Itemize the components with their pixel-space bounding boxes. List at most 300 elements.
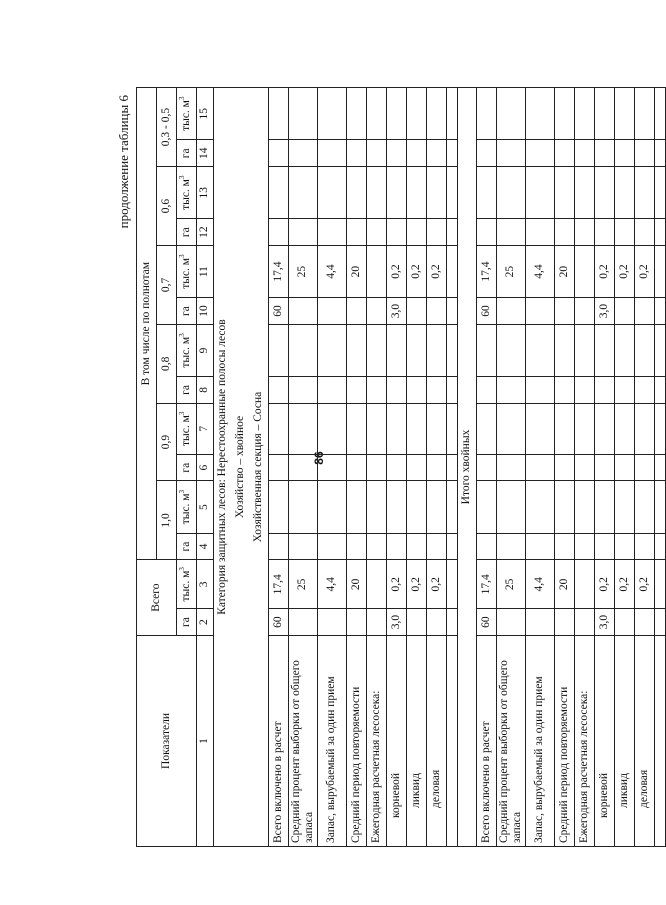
value-cell-col-3: 4,4 <box>318 560 347 609</box>
value-cell-col-10 <box>575 298 595 325</box>
value-cell-col-9 <box>497 324 526 376</box>
value-cell-col-14 <box>497 140 526 167</box>
value-cell-col-6 <box>367 454 387 481</box>
value-cell-col-13 <box>387 167 407 219</box>
value-cell-col-14 <box>289 140 318 167</box>
value-cell-col-4 <box>497 533 526 560</box>
value-cell-col-15 <box>575 88 595 140</box>
value-cell-col-15 <box>367 88 387 140</box>
value-cell-col-10 <box>347 298 367 325</box>
value-cell-col-4 <box>347 533 367 560</box>
value-cell-col-13 <box>427 167 447 219</box>
section-title: Хозяйственная секция – Сосна <box>250 88 269 847</box>
unit-volume-text: тыс. м <box>179 415 192 446</box>
value-cell-col-8 <box>526 377 555 404</box>
value-cell-col-7 <box>497 403 526 454</box>
value-cell-col-4 <box>575 533 595 560</box>
value-cell-col-12 <box>595 219 615 246</box>
value-cell-col-5 <box>635 481 655 533</box>
section-title-row <box>250 88 269 847</box>
value-cell-col-8 <box>347 377 367 404</box>
value-cell-col-9 <box>269 324 289 376</box>
value-cell-col-15 <box>387 88 407 140</box>
spacer-cell <box>655 560 666 609</box>
value-cell-col-9 <box>407 324 427 376</box>
unit-volume-text: тыс. м <box>179 493 192 525</box>
table-row <box>526 88 555 847</box>
unit-volume <box>177 167 197 219</box>
rotated-page <box>110 87 650 847</box>
value-cell-col-8 <box>615 377 635 404</box>
spacer-cell <box>655 403 666 454</box>
value-cell-col-13 <box>289 167 318 219</box>
value-cell-col-5 <box>289 481 318 533</box>
value-cell-col-5 <box>347 481 367 533</box>
row-label: ликвид <box>615 635 635 846</box>
value-cell-col-12 <box>427 219 447 246</box>
value-cell-col-12 <box>497 219 526 246</box>
value-cell-col-6 <box>575 454 595 481</box>
spacer-cell <box>655 377 666 404</box>
unit-volume-text: тыс. м <box>179 257 192 289</box>
value-cell-col-12 <box>269 219 289 246</box>
value-cell-col-8 <box>497 377 526 404</box>
value-cell-col-6 <box>555 454 575 481</box>
unit-ha: га <box>177 533 197 560</box>
value-cell-col-10: 3,0 <box>595 298 615 325</box>
value-cell-col-13 <box>497 167 526 219</box>
section-title: Хозяйство – хвойное <box>232 88 250 847</box>
value-cell-col-2: 60 <box>477 609 497 636</box>
spacer-cell <box>447 298 458 325</box>
value-cell-col-10 <box>635 298 655 325</box>
spacer-cell <box>447 481 458 533</box>
value-cell-col-13 <box>269 167 289 219</box>
value-cell-col-2 <box>367 609 387 636</box>
value-cell-col-12 <box>635 219 655 246</box>
value-cell-col-3: 17,4 <box>477 560 497 609</box>
value-cell-col-14 <box>595 140 615 167</box>
column-number: 15 <box>197 88 214 140</box>
value-cell-col-6 <box>595 454 615 481</box>
spacer-cell <box>447 403 458 454</box>
table-row <box>289 88 318 847</box>
value-cell-col-9 <box>367 324 387 376</box>
spacer-cell <box>447 219 458 246</box>
value-cell-col-13 <box>347 167 367 219</box>
value-cell-col-8 <box>595 377 615 404</box>
value-cell-col-3: 25 <box>289 560 318 609</box>
value-cell-col-7 <box>269 403 289 454</box>
value-cell-col-7 <box>575 403 595 454</box>
value-cell-col-7 <box>318 403 347 454</box>
value-cell-col-6 <box>318 454 347 481</box>
value-cell-col-3: 17,4 <box>269 560 289 609</box>
value-cell-col-13 <box>615 167 635 219</box>
value-cell-col-13 <box>477 167 497 219</box>
value-cell-col-3: 0,2 <box>407 560 427 609</box>
value-cell-col-8 <box>269 377 289 404</box>
table-body <box>214 88 666 847</box>
value-cell-col-11: 20 <box>555 245 575 297</box>
value-cell-col-14 <box>367 140 387 167</box>
column-number: 1 <box>197 635 214 846</box>
spacer-cell <box>447 377 458 404</box>
value-cell-col-4 <box>526 533 555 560</box>
unit-volume-exponent: 3 <box>178 333 187 337</box>
value-cell-col-5 <box>367 481 387 533</box>
section-title-row <box>214 88 233 847</box>
value-cell-col-14 <box>318 140 347 167</box>
spacer-cell <box>655 245 666 297</box>
value-cell-col-3: 20 <box>555 560 575 609</box>
value-cell-col-2: 60 <box>269 609 289 636</box>
value-cell-col-5 <box>575 481 595 533</box>
value-cell-col-7 <box>477 403 497 454</box>
value-cell-col-15 <box>497 88 526 140</box>
value-cell-col-12 <box>407 219 427 246</box>
table-row <box>269 88 289 847</box>
value-cell-col-11: 0,2 <box>407 245 427 297</box>
value-cell-col-4 <box>555 533 575 560</box>
value-cell-col-4 <box>387 533 407 560</box>
value-cell-col-8 <box>575 377 595 404</box>
value-cell-col-9 <box>318 324 347 376</box>
spacer-cell <box>447 245 458 297</box>
value-cell-col-2 <box>635 609 655 636</box>
spacer-cell <box>655 609 666 636</box>
value-cell-col-11: 0,2 <box>595 245 615 297</box>
value-cell-col-2 <box>407 609 427 636</box>
column-number: 11 <box>197 245 214 297</box>
spacer-cell <box>447 560 458 609</box>
row-label: Средний процент выборки от общего запаса <box>497 635 526 846</box>
unit-volume <box>177 245 197 297</box>
unit-ha: га <box>177 298 197 325</box>
unit-volume-exponent: 3 <box>178 567 187 571</box>
value-cell-col-6 <box>387 454 407 481</box>
row-label: Ежегодная расчетная лесосека: <box>575 635 595 846</box>
spacer-cell <box>447 140 458 167</box>
value-cell-col-5 <box>387 481 407 533</box>
table-row <box>635 88 655 847</box>
spacer-cell <box>655 454 666 481</box>
value-cell-col-6 <box>427 454 447 481</box>
value-cell-col-9 <box>387 324 407 376</box>
table-row <box>407 88 427 847</box>
table-row <box>555 88 575 847</box>
row-label: Запас, вырубаемый за один прием <box>318 635 347 846</box>
value-cell-col-9 <box>635 324 655 376</box>
value-cell-col-5 <box>407 481 427 533</box>
column-number: 3 <box>197 560 214 609</box>
value-cell-col-7 <box>635 403 655 454</box>
value-cell-col-6 <box>526 454 555 481</box>
unit-volume <box>177 560 197 609</box>
value-cell-col-12 <box>289 219 318 246</box>
unit-volume <box>177 324 197 376</box>
unit-volume <box>177 88 197 140</box>
value-cell-col-15 <box>407 88 427 140</box>
column-number: 10 <box>197 298 214 325</box>
unit-volume <box>177 481 197 533</box>
table-row <box>427 88 447 847</box>
value-cell-col-4 <box>615 533 635 560</box>
value-cell-col-6 <box>635 454 655 481</box>
value-cell-col-8 <box>635 377 655 404</box>
header-indicators: Показатели <box>137 635 197 846</box>
value-cell-col-7 <box>526 403 555 454</box>
row-label: деловая <box>635 635 655 846</box>
value-cell-col-14 <box>526 140 555 167</box>
table-row <box>497 88 526 847</box>
value-cell-col-10 <box>318 298 347 325</box>
value-cell-col-3: 20 <box>347 560 367 609</box>
value-cell-col-15 <box>595 88 615 140</box>
value-cell-col-8 <box>427 377 447 404</box>
value-cell-col-14 <box>555 140 575 167</box>
density-header: 0,9 <box>157 403 177 481</box>
unit-ha: га <box>177 140 197 167</box>
value-cell-col-4 <box>427 533 447 560</box>
value-cell-col-2 <box>615 609 635 636</box>
value-cell-col-11: 17,4 <box>477 245 497 297</box>
value-cell-col-4 <box>269 533 289 560</box>
value-cell-col-11: 0,2 <box>387 245 407 297</box>
column-number: 7 <box>197 403 214 454</box>
value-cell-col-10: 60 <box>477 298 497 325</box>
value-cell-col-13 <box>575 167 595 219</box>
value-cell-col-5 <box>269 481 289 533</box>
spacer-cell <box>447 88 458 140</box>
value-cell-col-10 <box>497 298 526 325</box>
value-cell-col-13 <box>407 167 427 219</box>
row-label: Всего включено в расчет <box>477 635 497 846</box>
spacer-cell <box>447 324 458 376</box>
column-number: 12 <box>197 219 214 246</box>
value-cell-col-5 <box>526 481 555 533</box>
value-cell-col-15 <box>526 88 555 140</box>
value-cell-col-5 <box>318 481 347 533</box>
value-cell-col-4 <box>367 533 387 560</box>
value-cell-col-11: 0,2 <box>427 245 447 297</box>
column-number: 14 <box>197 140 214 167</box>
column-number: 13 <box>197 167 214 219</box>
value-cell-col-12 <box>477 219 497 246</box>
table-row <box>595 88 615 847</box>
value-cell-col-7 <box>615 403 635 454</box>
row-label: Средний процент выборки от общего запаса <box>289 635 318 846</box>
unit-volume-text: тыс. м <box>179 336 192 368</box>
value-cell-col-11: 0,2 <box>615 245 635 297</box>
value-cell-col-12 <box>526 219 555 246</box>
value-cell-col-2 <box>347 609 367 636</box>
unit-volume-exponent: 3 <box>178 254 187 258</box>
column-number: 5 <box>197 481 214 533</box>
value-cell-col-3: 0,2 <box>387 560 407 609</box>
spacer-cell <box>655 298 666 325</box>
value-cell-col-10 <box>555 298 575 325</box>
unit-volume-text: тыс. м <box>179 100 192 131</box>
value-cell-col-14 <box>615 140 635 167</box>
section-title-row <box>458 88 477 847</box>
value-cell-col-10 <box>367 298 387 325</box>
value-cell-col-3: 4,4 <box>526 560 555 609</box>
value-cell-col-10 <box>526 298 555 325</box>
value-cell-col-12 <box>318 219 347 246</box>
value-cell-col-11: 4,4 <box>318 245 347 297</box>
spacer-cell <box>655 167 666 219</box>
value-cell-col-3: 0,2 <box>635 560 655 609</box>
column-number: 4 <box>197 533 214 560</box>
value-cell-col-10: 60 <box>269 298 289 325</box>
value-cell-col-2 <box>555 609 575 636</box>
value-cell-col-15 <box>615 88 635 140</box>
table-row <box>318 88 347 847</box>
value-cell-col-15 <box>289 88 318 140</box>
value-cell-col-11 <box>367 245 387 297</box>
density-header: 0,8 <box>157 324 177 403</box>
row-label: Запас, вырубаемый за один прием <box>526 635 555 846</box>
value-cell-col-2 <box>497 609 526 636</box>
spacer-cell <box>655 635 666 846</box>
value-cell-col-4 <box>289 533 318 560</box>
value-cell-col-13 <box>318 167 347 219</box>
value-cell-col-9 <box>526 324 555 376</box>
value-cell-col-3: 0,2 <box>595 560 615 609</box>
value-cell-col-3: 0,2 <box>427 560 447 609</box>
value-cell-col-10 <box>615 298 635 325</box>
value-cell-col-8 <box>367 377 387 404</box>
value-cell-col-11: 17,4 <box>269 245 289 297</box>
table-row <box>347 88 367 847</box>
spacer-cell <box>447 533 458 560</box>
value-cell-col-5 <box>427 481 447 533</box>
unit-volume-exponent: 3 <box>178 411 187 416</box>
value-cell-col-9 <box>289 324 318 376</box>
value-cell-col-15 <box>555 88 575 140</box>
value-cell-col-5 <box>555 481 575 533</box>
value-cell-col-8 <box>477 377 497 404</box>
unit-ha: га <box>177 454 197 481</box>
value-cell-col-12 <box>387 219 407 246</box>
density-header: 0,7 <box>157 245 177 324</box>
spacer-cell <box>655 533 666 560</box>
spacer-row <box>655 88 666 847</box>
density-header: 1,0 <box>157 481 177 560</box>
value-cell-col-10 <box>427 298 447 325</box>
value-cell-col-5 <box>477 481 497 533</box>
unit-volume-text: тыс. м <box>179 179 192 210</box>
value-cell-col-15 <box>477 88 497 140</box>
value-cell-col-6 <box>497 454 526 481</box>
spacer-cell <box>447 635 458 846</box>
value-cell-col-12 <box>555 219 575 246</box>
value-cell-col-12 <box>575 219 595 246</box>
value-cell-col-7 <box>555 403 575 454</box>
unit-ha: га <box>177 219 197 246</box>
table-row <box>575 88 595 847</box>
row-label: корневой <box>595 635 615 846</box>
value-cell-col-2 <box>318 609 347 636</box>
unit-volume-exponent: 3 <box>178 175 187 180</box>
value-cell-col-11: 20 <box>347 245 367 297</box>
value-cell-col-6 <box>347 454 367 481</box>
unit-ha: га <box>177 377 197 404</box>
spacer-cell <box>447 609 458 636</box>
value-cell-col-9 <box>595 324 615 376</box>
value-cell-col-11 <box>575 245 595 297</box>
spacer-cell <box>655 219 666 246</box>
value-cell-col-8 <box>387 377 407 404</box>
value-cell-col-15 <box>635 88 655 140</box>
value-cell-col-2: 3,0 <box>595 609 615 636</box>
value-cell-col-12 <box>615 219 635 246</box>
value-cell-col-14 <box>427 140 447 167</box>
section-title: Категория защитных лесов: Нерестоохранные полосы лесов <box>214 88 233 847</box>
spacer-cell <box>655 481 666 533</box>
value-cell-col-9 <box>555 324 575 376</box>
value-cell-col-14 <box>347 140 367 167</box>
value-cell-col-4 <box>318 533 347 560</box>
column-number: 8 <box>197 377 214 404</box>
row-label: Средний период повторяемости <box>347 635 367 846</box>
row-label: деловая <box>427 635 447 846</box>
row-label: ликвид <box>407 635 427 846</box>
value-cell-col-14 <box>407 140 427 167</box>
column-number: 9 <box>197 324 214 376</box>
spacer-cell <box>655 140 666 167</box>
table-continuation-label: продолжение таблицы 6 <box>116 95 131 229</box>
density-header: 0,3 - 0,5 <box>157 88 177 167</box>
value-cell-col-3: 0,2 <box>615 560 635 609</box>
spacer-cell <box>447 454 458 481</box>
column-number-row <box>197 88 214 847</box>
value-cell-col-15 <box>269 88 289 140</box>
value-cell-col-7 <box>387 403 407 454</box>
value-cell-col-11: 25 <box>497 245 526 297</box>
value-cell-col-9 <box>427 324 447 376</box>
unit-ha: га <box>177 609 197 636</box>
unit-volume-text: тыс. м <box>179 570 192 602</box>
value-cell-col-8 <box>318 377 347 404</box>
section-title-row <box>232 88 250 847</box>
value-cell-col-6 <box>269 454 289 481</box>
value-cell-col-11: 0,2 <box>635 245 655 297</box>
value-cell-col-8 <box>407 377 427 404</box>
value-cell-col-4 <box>407 533 427 560</box>
value-cell-col-6 <box>477 454 497 481</box>
value-cell-col-7 <box>595 403 615 454</box>
column-number: 6 <box>197 454 214 481</box>
value-cell-col-9 <box>477 324 497 376</box>
value-cell-col-3 <box>575 560 595 609</box>
row-label: Средний период повторяемости <box>555 635 575 846</box>
value-cell-col-9 <box>575 324 595 376</box>
header-density-group: В том числе по полнотам <box>137 88 157 560</box>
value-cell-col-14 <box>635 140 655 167</box>
table-row <box>477 88 497 847</box>
density-header: 0,6 <box>157 167 177 246</box>
value-cell-col-15 <box>427 88 447 140</box>
section-title: Итого хвойных <box>458 88 477 847</box>
value-cell-col-14 <box>477 140 497 167</box>
value-cell-col-5 <box>595 481 615 533</box>
value-cell-col-15 <box>347 88 367 140</box>
value-cell-col-14 <box>387 140 407 167</box>
value-cell-col-4 <box>477 533 497 560</box>
value-cell-col-3 <box>367 560 387 609</box>
